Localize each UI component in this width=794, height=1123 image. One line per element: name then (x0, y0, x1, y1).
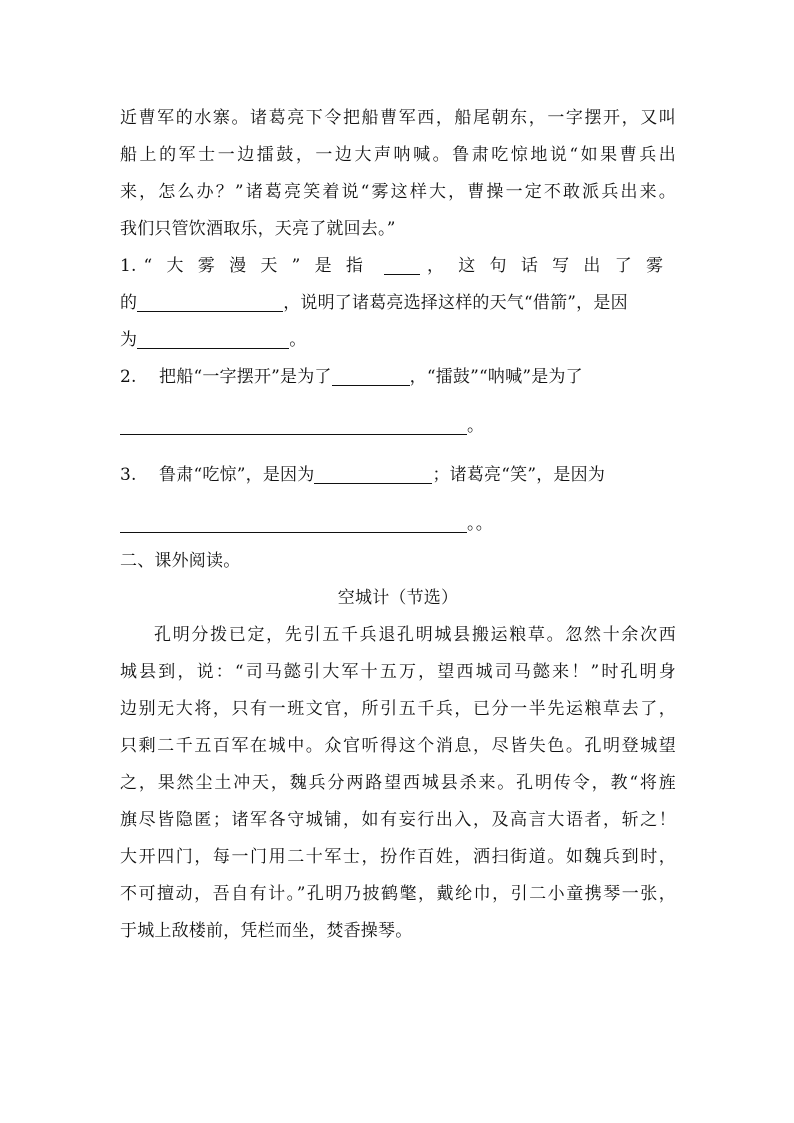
question-1-line-2-end: ，说明了诸葛亮选择这样的天气“借箭”，是因 (283, 293, 628, 313)
question-1-number: 1. (120, 256, 137, 276)
question-1-text-b: ，这句话写出了雾 (426, 256, 676, 276)
passage-line-4: 我们只管饮酒取乐，天亮了就回去。” (120, 219, 396, 239)
section-2-heading: 二、课外阅读。 (120, 551, 241, 571)
question-3-blank-1[interactable] (314, 461, 432, 484)
reading-line-4: 只剩二千五百军在城中。众官听得这个消息，尽皆失色。孔明登城望 (120, 736, 676, 756)
question-2-line-2 (120, 408, 676, 445)
question-1-line-1 (120, 248, 676, 285)
question-1-line-3 (120, 322, 676, 359)
reading-line-7: 大开四门，每一门用二十军士，扮作百姓，洒扫街道。如魏兵到时， (120, 847, 676, 867)
question-3-line-2-end: 。。 (467, 514, 493, 534)
question-1-line-3-end: 。 (289, 330, 307, 350)
question-1-blank-1[interactable] (384, 252, 420, 275)
reading-line-9: 于城上敌楼前，凭栏而坐，焚香操琴。 (120, 921, 413, 941)
question-1-line-2 (120, 285, 676, 322)
question-1-line-2-start: 的 (120, 293, 138, 313)
section-2-title: 空城计（节选） (337, 588, 459, 608)
question-3-line-1 (120, 457, 676, 494)
question-2-blank-2[interactable] (120, 412, 467, 435)
page-content (120, 100, 676, 950)
question-3-line-2 (120, 506, 676, 543)
question-3-text-a: 鲁肃“吃惊”，是因为 (159, 465, 315, 485)
reading-line-1: 孔明分拨已定，先引五千兵退孔明城县搬运粮草。忽然十余次西 (154, 625, 676, 645)
question-3-blank-2[interactable] (120, 510, 467, 533)
question-1-text-a: “大雾漫天”是指 (143, 256, 378, 276)
question-2-text-b: ，“擂鼓”“呐喊”是为了 (409, 367, 583, 387)
question-2-number: 2. (120, 367, 137, 387)
reading-line-5: 之，果然尘土冲天，魏兵分两路望西城县杀来。孔明传令，教“将旌 (120, 773, 676, 793)
reading-line-6: 旗尽皆隐匿；诸军各守城铺，如有妄行出入，及高言大语者，斩之！ (120, 810, 676, 830)
passage-line-3: 来，怎么办？”诸葛亮笑着说“雾这样大，曹操一定不敢派兵出来。 (120, 182, 676, 202)
reading-line-8: 不可擅动，吾自有计。”孔明乃披鹤氅，戴纶巾，引二小童携琴一张， (120, 884, 676, 904)
question-1-line-3-start: 为 (120, 330, 138, 350)
question-2-line-2-end: 。 (467, 416, 485, 436)
question-1-blank-2[interactable] (137, 289, 283, 312)
question-2-text-a: 把船“一字摆开”是为了 (159, 367, 332, 387)
question-1-blank-3[interactable] (137, 326, 289, 349)
passage-line-1: 近曹军的水寨。诸葛亮下令把船曹军西，船尾朝东，一字摆开，又叫 (120, 108, 676, 128)
question-2-blank-1[interactable] (332, 363, 410, 386)
question-3-number: 3. (120, 465, 137, 485)
passage-line-2: 船上的军士一边擂鼓，一边大声呐喊。鲁肃吃惊地说“如果曹兵出 (120, 145, 676, 165)
reading-line-2: 城县到，说：“司马懿引大军十五万，望西城司马懿来！”时孔明身 (120, 662, 676, 682)
reading-line-3: 边别无大将，只有一班文官，所引五千兵，已分一半先运粮草去了， (120, 699, 676, 719)
question-3-text-b: ；诸葛亮“笑”，是因为 (432, 465, 606, 485)
question-2-line-1 (120, 359, 676, 396)
